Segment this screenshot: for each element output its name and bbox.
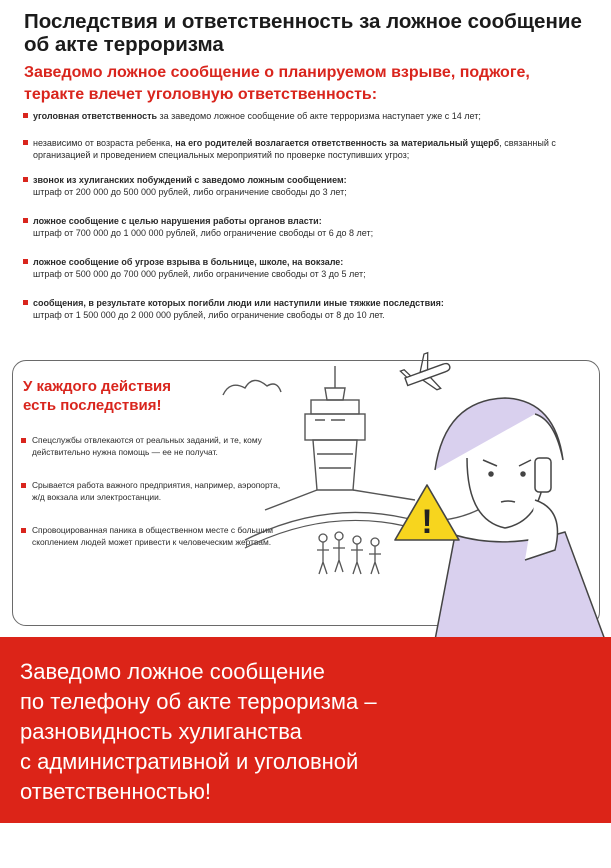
airport-illustration (205, 350, 605, 640)
page-footer (0, 823, 611, 868)
svg-text:!: ! (421, 503, 433, 541)
page-subtitle: Заведомо ложное сообщение о планируемом взрыве, поджоге, теракте влечет уголовную ответственность: (24, 64, 530, 103)
list-item: Спецслужбы отвлекаются от реальных заданий, и те, кому действительно нужна помощь — ее не получат. (21, 435, 281, 458)
cloud-icon (223, 380, 281, 395)
list-item: ложное сообщение с целью нарушения работы органов власти: штраф от 700 000 до 1 000 000 рублей, либо ограничение свободы от 6 до 8 лет; (22, 215, 604, 240)
phone-icon (535, 458, 551, 492)
list-item: Спровоцированная паника в общественном месте с большим скоплением людей может привести к человеческим жертвам. (21, 525, 281, 548)
crowd-icon (317, 532, 381, 574)
terminal-roof (245, 500, 495, 540)
list-item: сообщения, в результате которых погибли люди или наступили иные тяжкие последствия: штраф от 1 500 000 до 2 000 000 рублей, либо ограничение свободы от 8 до 10 лет. (22, 297, 604, 322)
list-item: Срывается работа важного предприятия, например, аэропорта, ж/д вокзала или электростанции. (21, 480, 281, 503)
list-item: уголовная ответственность за заведомо ложное сообщение об акте терроризма наступает уже с 14 лет; (22, 110, 604, 123)
warning-banner (0, 637, 611, 823)
banner-text: Заведомо ложное сообщение по телефону об акте терроризма – разновидность хулиганства с административной и уголовной ответственностью! (20, 659, 377, 804)
person-on-phone (435, 398, 605, 640)
penalties-list (22, 110, 604, 322)
panel-heading: У каждого действия есть последствия! (23, 378, 172, 414)
warning-triangle-icon (395, 485, 459, 541)
control-tower-icon (265, 366, 415, 510)
airplane-icon (398, 350, 456, 399)
list-item: звонок из хулиганских побуждений с заведомо ложным сообщением: штраф от 200 000 до 500 000 рублей, либо ограничение свободы до 3 лет; (22, 174, 604, 199)
page-title: Последствия и ответственность за ложное сообщение об акте терроризма (24, 10, 582, 56)
list-item: ложное сообщение об угрозе взрыва в больнице, школе, на вокзале: штраф от 500 000 до 700 000 рублей, либо ограничение свободы от 3 до 5 лет; (22, 256, 604, 281)
list-item: независимо от возраста ребенка, на его родителей возлагается ответственность за материальный ущерб, связанный с организацией и проведением специальных мероприятий по проверке поступивших угроз; (22, 137, 604, 162)
